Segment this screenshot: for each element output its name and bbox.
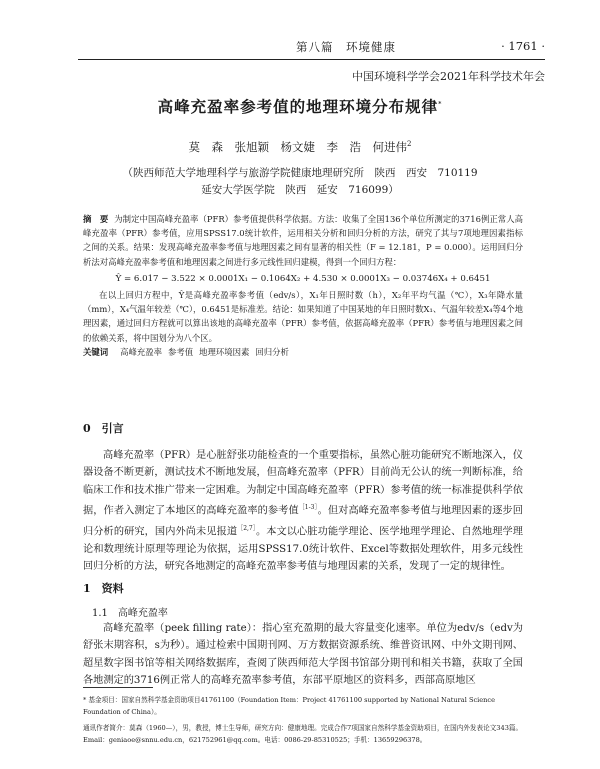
abstract-text: 为制定中国高峰充盈率（PFR）参考值提供科学依据。方法：收集了全国136个单位所测定的3716例正常人高峰充盈率（PFR）参考值，应用SPSS17.0统计软件，运用相关分析和回归分析的方法，研究了其与7项地理因素指标之间的关系。结果：发现高峰充盈率参考值与地理因素之间有显著的相关性（F = 12.181，P = 0.000）。运用回归分析法对高峰充盈率参考值和地理因素之间进行多元线性回归建模，得到一个回归方程： [83,214,523,267]
materials-paragraph: 高峰充盈率（peek filling rate）：指心室充盈期的最大容量变化速率。单位为edv/s（edv为舒张末期容积，s为秒）。通过检索中国期刊网、万方数据资源系统、维普资讯网、中外文期刊网、超星数字图书馆等相关网络数据库，查阅了陕西师范大学图书馆部分期刊和相关书籍，获取了全国各地测定的3716例正常人的高峰充盈率参考值，东部平原地区的资料多，西部高原地区 [83,623,523,687]
section-number: 0 [83,422,91,435]
conference-name: 中国环境科学学会2021年科学技术年会 [352,70,545,83]
subsection-heading [92,604,168,619]
subsection-title: 高峰充盈率 [117,608,168,619]
regression-equation: Ŷ = 6.017 − 3.522 × 0.0001X₁ − 0.1064X₂ + 4.530 × 0.0001X₃ − 0.03746X₄ + 0.6451 [115,273,491,284]
running-header-section: 第八篇 环境健康 [296,40,396,54]
affiliation-line-1: （陕西师范大学地理科学与旅游学院健康地理研究所 陕西 西安 710119 [122,167,478,179]
subsection-number: 1.1 [92,608,108,619]
paper-title-text: 高峰充盈率参考值的地理环境分布规律 [157,97,439,116]
affiliation-line-2: 延安大学医学院 陕西 延安 716099） [201,184,399,196]
running-header [78,35,545,60]
introduction-paragraph [83,447,523,576]
title-footnote-marker: * [438,100,443,108]
section-heading-introduction [83,420,124,436]
keywords-line [83,345,523,359]
page-number: · 1761 · [501,39,545,53]
citation: ［2,7］ [237,525,256,533]
abstract-block [83,212,523,359]
paper-title [0,95,600,117]
author-affiliation-mark: 2 [407,140,412,149]
abstract-text-continued: 在以上回归方程中，Ŷ是高峰充盈率参考值（edv/s），X₁年日照时数（h），X₂年平均气温（℃），X₃年降水量（mm），X₄气温年较差（℃），0.6451是标准差。结论：如果知道了中国某地的年日照时数X₁、气温年较差X₄等4个地理因素，通过回归方程就可以算出该地的高峰充盈率（PFR）参考值，依据高峰充盈率（PFR）参考值与地理因素之间的依赖关系，将中国划分为八个区。 [83,290,523,343]
intro-text-part1: 高峰充盈率（PFR）是心脏舒张功能检查的一个重要指标，虽然心脏功能研究不断地深入，仪器设备不断更新，测试技术不断地发展，但高峰充盈率（PFR）目前尚无公认的统一判断标准，给临床工作和技术推广带来一定困难。为制定中国高峰充盈率（PFR）参考值的统一标准提供科学依据，作者入测定了本地区的高峰充盈率的参考值 [83,450,523,517]
intro-text-part2: 。但对高峰充盈率参考值与地理因素的逐步回归分析的研究，国内外尚未见报道 [83,505,523,538]
keyword-item: 地理环境因素 [199,346,250,357]
author-names: 莫 森 张旭颖 杨文婕 李 浩 何进伟 [188,140,408,154]
section-heading-materials [83,580,124,596]
section-title: 引言 [101,422,124,435]
abstract-label: 摘 要 [83,214,109,224]
citation: ［1-3］ [298,504,318,512]
keyword-item: 回归分析 [255,346,289,357]
keyword-item: 参考值 [168,346,194,357]
keyword-item: 高峰充盈率 [120,346,162,357]
footnote-funding: * 基金项目：国家自然科学基金资助项目41761100（Foundation Item：Project 41761100 supported by National Natural Science Foundation of China）。 [83,696,496,717]
section-number: 1 [83,582,91,595]
abstract-paragraph [83,212,523,269]
section-title: 资料 [101,582,124,595]
intro-text-part3: 。本文以心脏功能学理论、医学地理学理论、自然地理学理论和数理统计原理等理论为依据，运用SPSS17.0统计软件、Excel等数据处理软件，用多元线性回归分析的方法，研究各地测定的高峰充盈率参考值与地理因素的关系，发现了一定的规律性。 [83,526,523,573]
author-list [0,139,600,155]
footnote-author-bio: 通讯作者简介：莫森（1960—），男，教授，博士生导师，研究方向：健康地理。完成合作7项国家自然科学基金资助项目，在国内外发表论文343篇。Email：geniaoe@snnu.edu.cn，621752961@qq.com。电话：0086-29-85310525；手机：13659296378。 [83,724,523,745]
footnote-rule [83,687,153,688]
keywords-label: 关键词 [83,346,109,357]
